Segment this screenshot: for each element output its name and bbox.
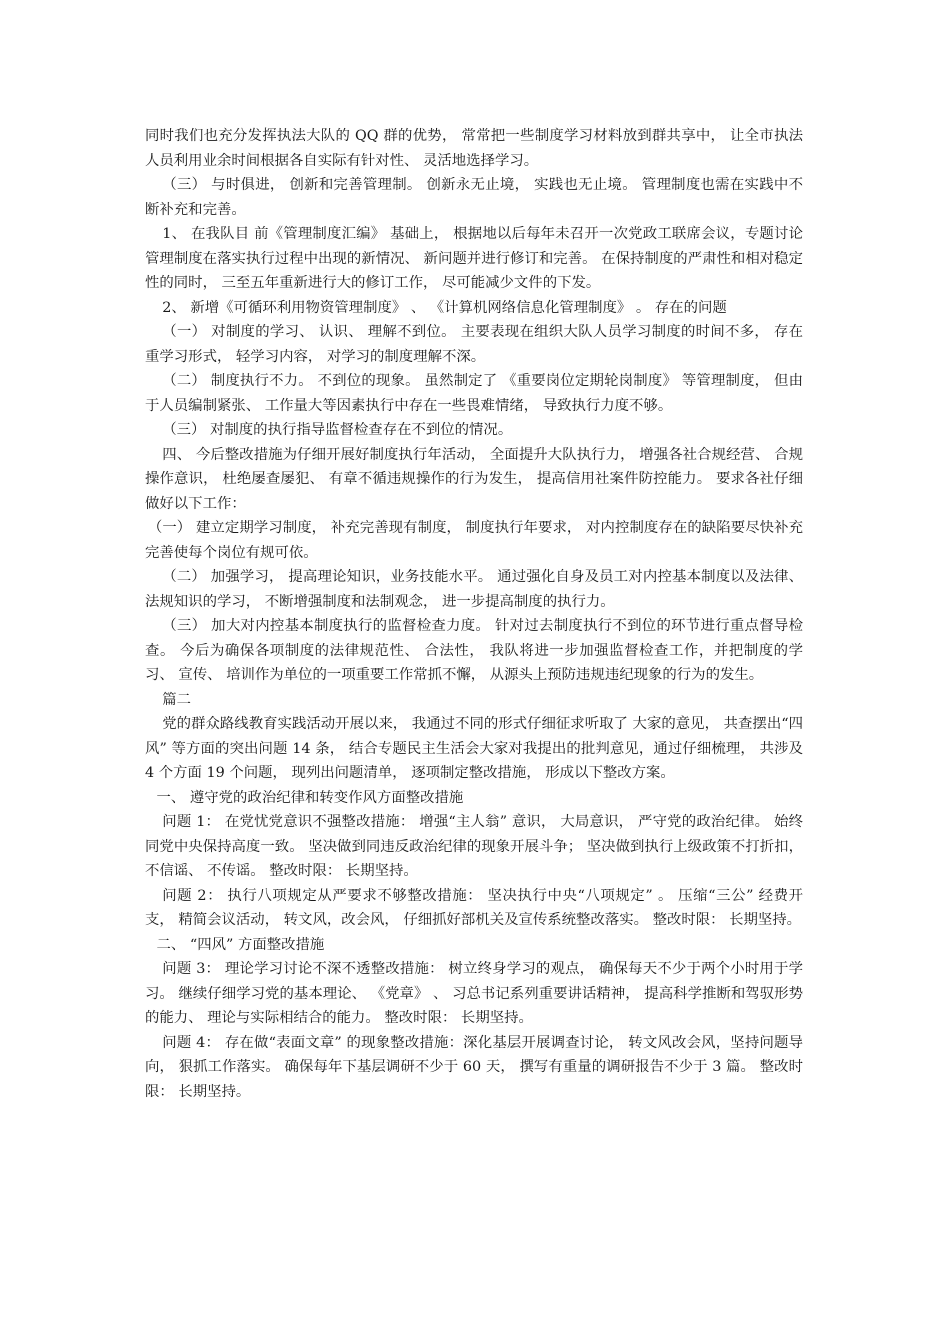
paragraph-issue-1: 问题 1： 在党忧党意识不强整改措施： 增强“主人翁” 意识， 大局意识， 严守党的政治纪律。 始终同党中央保持高度一致。 坚决做到同违反政治纪律的现象开展斗争； 坚决做到执行上级政策不打折扣，不信谣、 不传谣。 整改时限： 长期坚持。 xyxy=(145,814,803,879)
paragraph-measure-3: （三） 加大对内控基本制度执行的监督检查力度。 针对过去制度执行不到位的环节进行重点督导检查。 今后为确保各项制度的法律规范性、 合法性， 我队将进一步加强监督检查工作，并把制度的学习、 宣传、 培训作为单位的一项重要工作常抓不懈， 从源头上预防违规违纪现象的行为的发生。 xyxy=(145,618,803,683)
paragraph-measure-2: （二） 加强学习， 提高理论知识，业务技能水平。 通过强化自身及员工对内控基本制度以及法律、 法规知识的学习， 不断增强制度和法制观念， 进一步提高制度的执行力。 xyxy=(145,569,803,610)
paragraph-problem-2: （二） 制度执行不力。 不到位的现象。 虽然制定了 《重要岗位定期轮岗制度》 等管理制度， 但由于人员编制紧张、 工作量大等因素执行中存在一些畏难情绪， 导致执行力度不够。 xyxy=(145,373,803,414)
paragraph-item-2-new-rules: 2、 新增《可循环利用物资管理制度》 、 《计算机网络信息化管理制度》 。 存在的问题 xyxy=(162,299,727,316)
paragraph-item-1-revision: 1、 在我队目 前《管理制度汇编》 基础上， 根据地以后每年未召开一次党政工联席会议，专题讨论管理制度在落实执行过程中出现的新情况、 新问题并进行修订和完善。 在保持制度的严肃性和相对稳定性的同时， 三至五年重新进行大的修订工作， 尽可能减少文件的下发。 xyxy=(145,226,803,291)
paragraph-qq-group: 同时我们也充分发挥执法大队的 QQ 群的优势， 常常把一些制度学习材料放到群共享中， 让全市执法人员利用业余时间根据各自实际有针对性、 灵活地选择学习。 xyxy=(145,128,803,169)
paragraph-section-4-measures: 四、 今后整改措施为仔细开展好制度执行年活动， 全面提升大队执行力， 增强各社合规经营、 合规操作意识， 杜绝屡查屡犯、 有章不循违规操作的行为发生， 提高信用社案件防控能力。 要求各社仔细做好以下工作： xyxy=(145,446,803,512)
paragraph-issue-3: 问题 3： 理论学习讨论不深不透整改措施： 树立终身学习的观点， 确保每天不少于两个小时用于学习。 继续仔细学习党的基本理论、 《党章》 、 习总书记系列重要讲话精神， 提高科学推断和驾驭形势的能力、 理论与实际相结合的能力。 整改时限： 长期坚持。 xyxy=(145,961,803,1026)
document-body xyxy=(145,124,803,1104)
heading-section-2-four-winds: 二、 “四风” 方面整改措施 xyxy=(156,936,325,953)
paragraph-measure-1: （一） 建立定期学习制度， 补充完善现有制度， 制度执行年要求， 对内控制度存在的缺陷要尽快补充完善使每个岗位有规可依。 xyxy=(145,520,803,561)
heading-part-2: 篇二 xyxy=(162,691,192,708)
paragraph-issue-4: 问题 4： 存在做“表面文章” 的现象整改措施：深化基层开展调查讨论， 转文风改会风，坚持问题导向， 狠抓工作落实。 确保每年下基层调研不少于 60 天， 撰写有重量的调研报告不少于 3 篇。 整改时限： 长期坚持。 xyxy=(145,1034,803,1100)
paragraph-problem-3: （三） 对制度的执行指导监督检查存在不到位的情况。 xyxy=(162,422,513,438)
paragraph-problem-1: （一） 对制度的学习、 认识、 理解不到位。 主要表现在组织大队人员学习制度的时间不多， 存在重学习形式， 轻学习内容， 对学习的制度理解不深。 xyxy=(145,324,804,365)
heading-section-1-discipline: 一、 遵守党的政治纪律和转变作风方面整改措施 xyxy=(156,789,464,806)
paragraph-part-2-intro: 党的群众路线教育实践活动开展以来， 我通过不同的形式仔细征求听取了 大家的意见， 共查摆出“四风” 等方面的突出问题 14 条， 结合专题民主生活会大家对我提出的批判意见，通过仔细梳理， 共涉及 4 个方面 19 个问题， 现列出问题清单， 逐项制定整改措施， 形成以下整改方案。 xyxy=(145,716,803,781)
paragraph-issue-2: 问题 2： 执行八项规定从严要求不够整改措施： 坚决执行中央“八项规定” 。 压缩“三公” 经费开支， 精简会议活动， 转文风，改会风， 仔细抓好部机关及宣传系统整改落实。 整改时限： 长期坚持。 xyxy=(145,887,803,928)
paragraph-section-3-innovation: （三） 与时俱进， 创新和完善管理制。 创新永无止境， 实践也无止境。 管理制度也需在实践中不断补充和完善。 xyxy=(145,177,803,218)
